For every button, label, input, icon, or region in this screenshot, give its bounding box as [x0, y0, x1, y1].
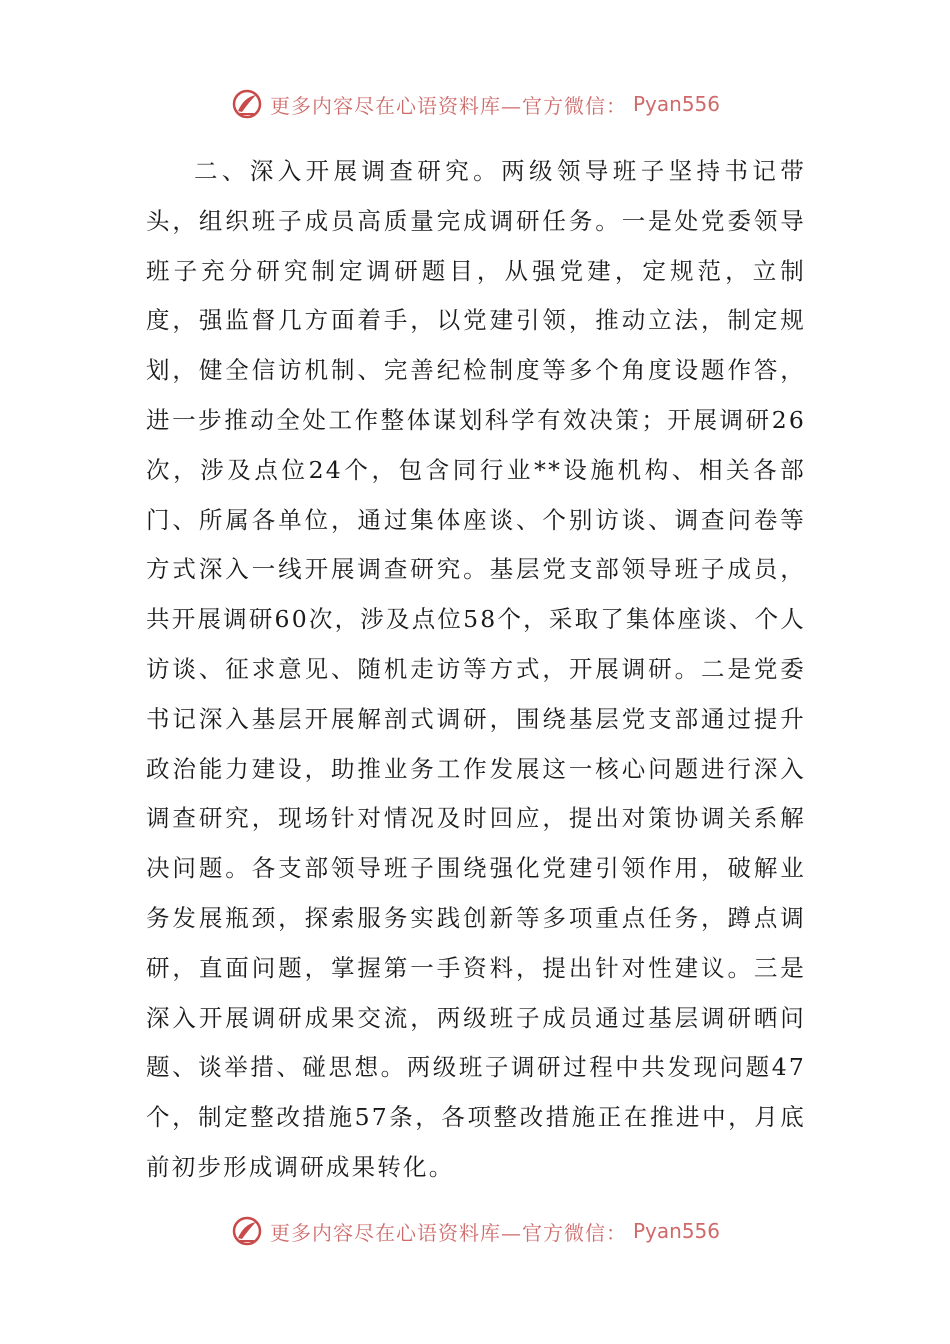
header-watermark — [0, 84, 950, 124]
watermark-text: 更多内容尽在心语资料库—官方微信： — [269, 93, 627, 118]
body-paragraph: 二、深入开展调查研究。两级领导班子坚持书记带头，组织班子成员高质量完成调研任务。一是处党委领导班子充分研究制定调研题目，从强党建，定规范，立制度，强监督几方面着手，以党建引领，推动立法，制定规划，健全信访机制、完善纪检制度等多个角度设题作答，进一步推动全处工作整体谋划科学有效决策；开展调研26次，涉及点位24个，包含同行业**设施机构、相关各部门、所属各单位，通过集体座谈、个别访谈、调查问卷等方式深入一线开展调查研究。基层党支部领导班子成员，共开展调研60次，涉及点位58个，采取了集体座谈、个人访谈、征求意见、随机走访等方式，开展调研。二是党委书记深入基层开展解剖式调研，围绕基层党支部通过提升政治能力建设，助推业务工作发展这一核心问题进行深入调查研究，现场针对情况及时回应，提出对策协调关系解决问题。各支部领导班子围绕强化党建引领作用，破解业务发展瓶颈，探索服务实践创新等多项重点任务，蹲点调研，直面问题，掌握第一手资料，提出针对性建议。三是深入开展调研成果交流，两级班子成员通过基层调研晒问题、谈举措、碰思想。两级班子调研过程中共发现问题47个，制定整改措施57条，各项整改措施正在推进中，月底前初步形成调研成果转化。 — [146, 157, 806, 1181]
watermark-text: 更多内容尽在心语资料库—官方微信： — [269, 1220, 627, 1245]
pen-logo-icon — [230, 87, 264, 121]
watermark-wechat-id: Pyan556 — [632, 92, 720, 116]
pen-logo-icon — [230, 1214, 264, 1248]
footer-watermark — [0, 1211, 950, 1251]
watermark-wechat-id: Pyan556 — [632, 1219, 720, 1243]
